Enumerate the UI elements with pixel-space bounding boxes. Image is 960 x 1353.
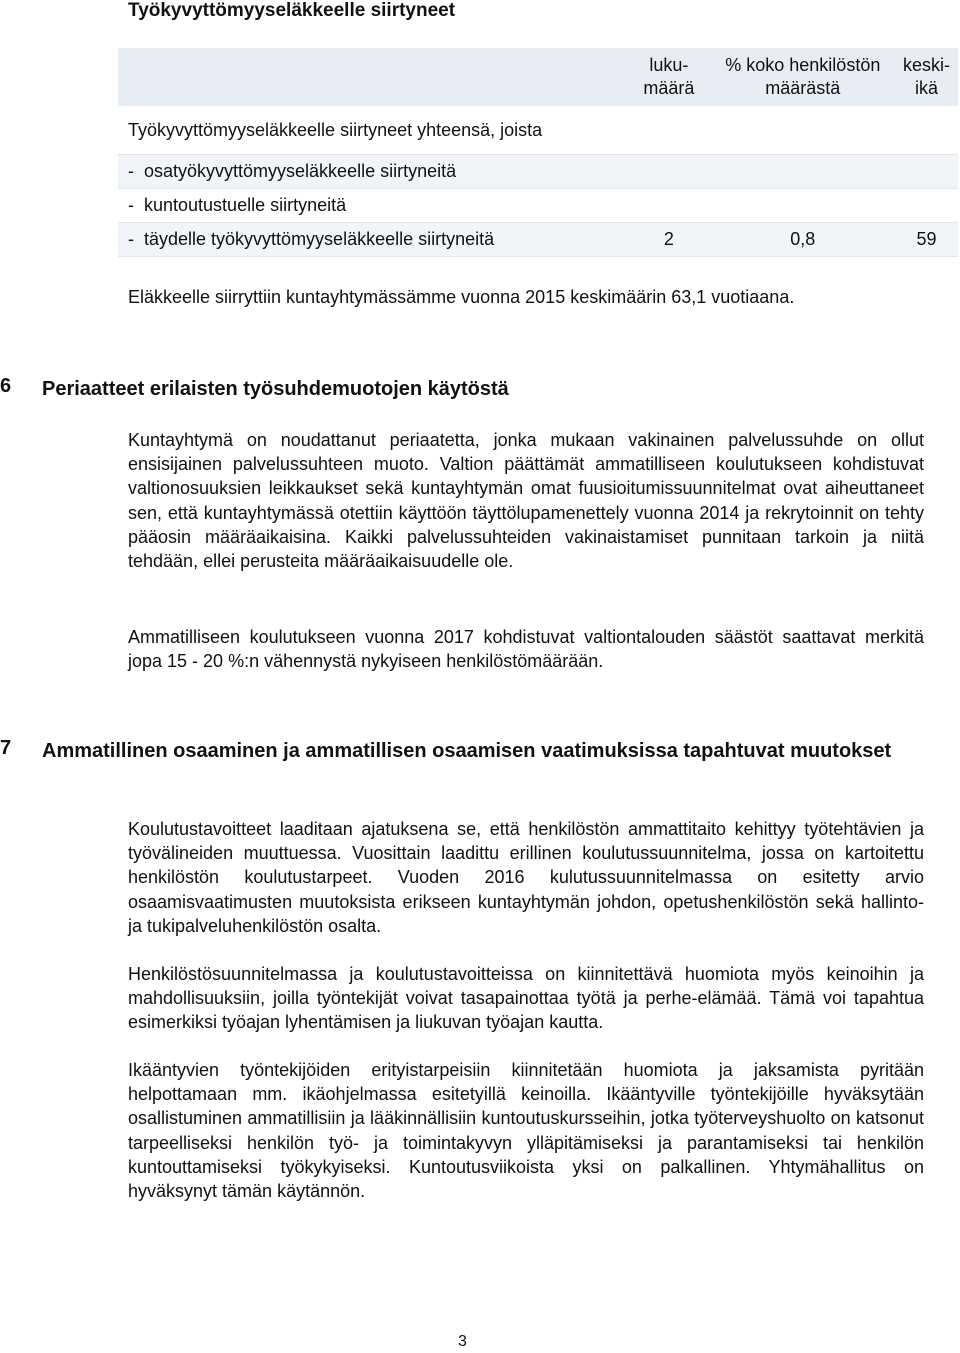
row-percent <box>711 106 895 155</box>
section6-paragraph-2: Ammatilliseen koulutukseen vuonna 2017 kohdistuvat valtiontalouden säästöt saattavat merkitä jopa 15 - 20 %:n vähennystä nykyiseen henkilöstömäärään. <box>128 627 924 672</box>
row-count: 2 <box>627 223 711 257</box>
section7-paragraph-1: Koulutustavoitteet laaditaan ajatuksena se, että henkilöstön ammattitaito kehittyy työtehtävien ja työvälineiden muuttuessa. Vuosittain laadittu erillinen koulutussuunnitelma, jossa on kartoitettu henkilöstön koulutustarpeet. Vuoden 2016 kulutussuunnitelmassa on esitetty arvio osaamisvaatimusten muutoksista erikseen kuntayhtymän johdon, opetushenkilöstön sekä hallinto- ja tukipalveluhenkilöstön osalta. <box>128 819 924 936</box>
table-row <box>118 189 958 223</box>
row-age: 59 <box>895 223 958 257</box>
row-percent: 0,8 <box>711 223 895 257</box>
row-label: Työkyvyttömyyseläkkeelle siirtyneet yhteensä, joista <box>118 106 627 155</box>
section6-paragraph-1: Kuntayhtymä on noudattanut periaatetta, jonka mukaan vakinainen palvelussuhde on ollut ensisijainen palvelussuhteen muoto. Valtion päättämät ammatilliseen koulutukseen kohdistuvat valtionosuuksien leikkaukset sekä kuntayhtymän omat fuusioitumissuunnitelmat ovat aiheuttaneet sen, että kuntayhtymässä otettiin käyttöön täyttölupamenettely vuonna 2014 ja rekrytoinnit on tehty pääosin määräaikaisina. Kaikki palvelussuhteiden vakinaistamiset punnitaan tarkoin ja niitä tehdään, ellei perusteita määräaikaisuudelle ole. <box>128 430 924 572</box>
retirement-note: Eläkkeelle siirryttiin kuntayhtymässämme vuonna 2015 keskimäärin 63,1 vuotiaana. <box>128 287 795 307</box>
page-number: 3 <box>458 1333 467 1350</box>
table-row <box>118 155 958 189</box>
table-row <box>118 223 958 257</box>
row-count <box>627 155 711 189</box>
row-percent <box>711 155 895 189</box>
row-label: - osatyökyvyttömyyseläkkeelle siirtyneitä <box>118 155 627 189</box>
retirement-table <box>118 48 958 257</box>
table-header-row <box>118 48 958 106</box>
section7-paragraph-2: Henkilöstösuunnitelmassa ja koulutustavoitteissa on kiinnitettävä huomiota myös keinoihin ja mahdollisuuksiin, joilla työntekijät voivat tasapainottaa työtä ja perhe-elämää. Tämä voi tapahtua esimerkiksi työajan lyhentämisen ja liukuvan työajan kautta. <box>128 964 924 1033</box>
table-header-count: luku- määrä <box>627 48 711 106</box>
section6-number: 6 <box>0 375 12 397</box>
section7-number: 7 <box>0 737 12 759</box>
table-row <box>118 106 958 155</box>
table-header-percent: % koko henkilöstön määrästä <box>711 48 895 106</box>
row-age <box>895 189 958 223</box>
section7-title: Ammatillinen osaaminen ja ammatillisen osaamisen vaatimuksissa tapahtuvat muutokset <box>42 740 892 762</box>
section7-paragraph-3: Ikääntyvien työntekijöiden erityistarpeisiin kiinnitetään huomiota ja jaksamista pyritään helpottamaan mm. ikäohjelmassa esitetyillä keinoilla. Ikääntyville työntekijöille hyväksytään osallistuminen ammatillisiin ja lääkinnällisiin kuntoutuskursseihin, jotka työterveyshuolto on katsonut tarpeelliseksi henkilön työ- ja toimintakyvyn ylläpitämiseksi ja parantamiseksi tai henkilön kuntouttamiseksi työkykyiseksi. Kuntoutusviikoista yksi on palkallinen. Yhtymähallitus on hyväksynyt tämän käytännön. <box>128 1060 924 1202</box>
row-age <box>895 155 958 189</box>
row-age <box>895 106 958 155</box>
row-label: - täydelle työkyvyttömyyseläkkeelle siirtyneitä <box>118 223 627 257</box>
row-count <box>627 106 711 155</box>
table-header-age: keski- ikä <box>895 48 958 106</box>
row-count <box>627 189 711 223</box>
section6-title: Periaatteet erilaisten työsuhdemuotojen käytöstä <box>42 378 509 400</box>
table-header-empty <box>118 48 627 106</box>
row-percent <box>711 189 895 223</box>
row-label: - kuntoutustuelle siirtyneitä <box>118 189 627 223</box>
section-title: Työkyvyttömyyseläkkeelle siirtyneet <box>128 0 456 21</box>
